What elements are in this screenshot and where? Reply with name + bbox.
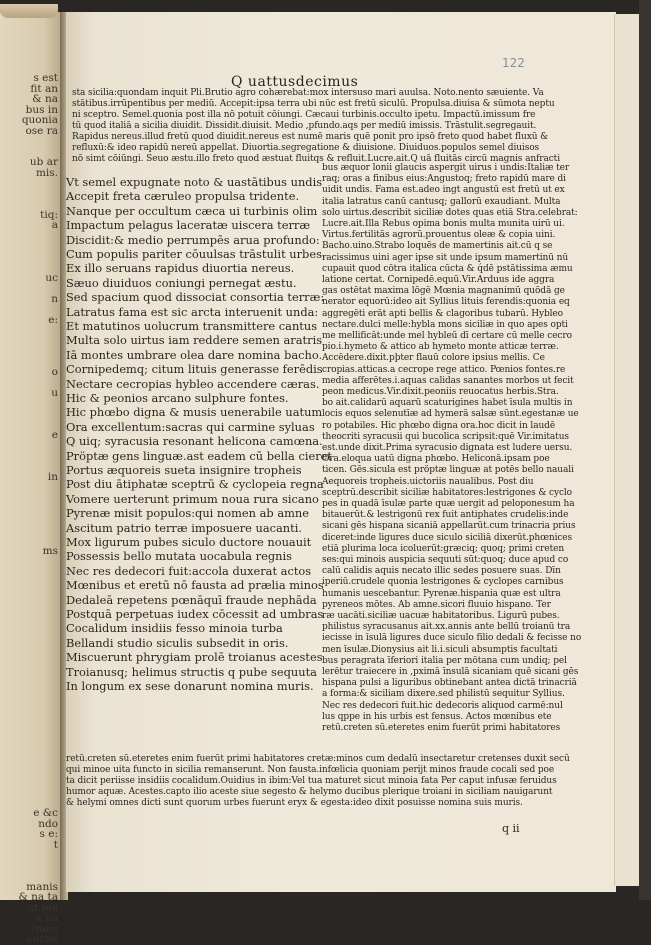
commentary-line: locis equos selenutīæ ad hymerā salsæ sūnt.egestanæ ue <box>322 409 579 420</box>
commentary-line: refluxū:& ideo rapidū nereū appellat. Diuortia.segregatione & diuisione. Diuiduos.populos semel diuisos <box>72 143 540 153</box>
commentary-line: nerator equorū:ideo ait Syllius lituis ferendis:quonia eq <box>322 297 570 308</box>
left-page-fragment: s est <box>33 72 58 84</box>
verse-line: Cum populis pariter cōuulsas trāstulit urbes. <box>66 247 326 261</box>
commentary-line: solo uirtus.describit siciliæ dotes quas etiā Stra.celebrat: <box>322 207 578 218</box>
commentary-line: est.unde dixit.Prima syracusio dignata est ludere uersu. <box>322 443 573 453</box>
verse-line: Vomere uerterunt primum noua rura sicano <box>66 491 319 506</box>
left-page-fragment: u <box>51 387 58 399</box>
left-page-fragment: e <box>51 429 58 441</box>
signature-mark: q ii <box>502 822 520 835</box>
commentary-line: sta sicilia:quondam inquit Pli.Brutio agro cohærebat:mox intersuso mari auulsa. Noto.nento sæuiente. Va <box>72 88 544 98</box>
left-page-fragment: auctis <box>26 933 58 945</box>
commentary-line: men īsulæ.Dionysius ait li.i.siculi absumptis facultati <box>322 644 558 655</box>
verse-line: Nanque per occultum cæca ui turbinis olim <box>66 203 318 218</box>
left-page-fragment: trans <box>30 922 58 935</box>
left-page-edge <box>0 12 62 945</box>
verse-line: Et matutinos uolucrum transmittere cantus <box>66 319 318 333</box>
verse-line: Accepit freta cæruleo propulsa tridente. <box>66 189 300 204</box>
commentary-line: diceret:inde ligures duce siculo siciliā dixerūt.phœnices <box>322 532 573 543</box>
left-page-fragment: tiq: <box>40 208 58 221</box>
commentary-line: iecisse in īsulā ligures duce siculo filio dedali & fecisse no <box>322 633 582 644</box>
top-shadow <box>0 0 651 12</box>
verse-line: Portus æquoreis sueta insignire tropheis <box>66 463 302 477</box>
verse-line: Pyrenæ misit populos:qui nomen ab amne <box>66 506 309 521</box>
verse-line: Cornipedemq; citum lituis generasse ferēdis <box>66 362 323 377</box>
commentary-line: raq; oras a finibus eius:Angustoq; freto rapidū mare di <box>322 174 566 185</box>
commentary-line: a forma:& siciliam dixere.sed philistū sequitur Syllius. <box>322 689 565 700</box>
left-page-fragment: & na <box>32 93 58 105</box>
verse-line: Sed spacium quod dissociat consortia terræ: <box>66 290 325 305</box>
left-page-fragment: fit an <box>30 82 58 95</box>
left-page-fragment: e &c <box>33 807 58 819</box>
commentary-line: bo ait.calidarū aquarū scaturigines habet īsula multis in <box>322 398 573 409</box>
left-page-fragment: mis. <box>35 166 58 179</box>
folio-number: 122 <box>502 56 525 70</box>
commentary-line: peon medicus.Vir.dixit.peoniis reuocatus herbis.Stra. <box>322 387 559 397</box>
commentary-line: lus qppe in his urbis est fensus. Actos mœnibus ete <box>322 711 552 722</box>
left-page-fragment: ndo <box>38 817 58 830</box>
commentary-line: Ora.eloqua uatū digna phœbo. Heliconā.ipsam poe <box>322 454 550 465</box>
commentary-line: iperiū.crudele quonia lestrigones & cyclopes carnibus <box>322 577 564 588</box>
verse-line: Ascitum patrio terræ imposuere uacanti. <box>66 520 302 535</box>
verse-line: Troianusq; helimus structis q pube sequuta <box>66 664 317 679</box>
left-page-fragment: ut pla <box>27 901 58 914</box>
commentary-line: racissimus uini ager ipse sit unde ipsum mamertinū nū <box>322 252 569 263</box>
left-page-fragment: a ila <box>35 912 58 924</box>
cover-edge <box>639 0 651 900</box>
verse-line: Nectare cecropias hybleo accendere cæras. <box>66 376 320 391</box>
commentary-line: calū calidis aquis necato illic sedes posuere suas. Dīn <box>322 566 561 577</box>
verse-line: Discidit:& medio perrumpēs arua profundo: <box>66 232 320 247</box>
commentary-line: bitauerūt.& lestrigonū rex fuit antiphates crudelis:inde <box>322 510 569 521</box>
left-page-fragment: quonia <box>21 114 58 126</box>
running-head: Q uattusdecimus <box>231 74 359 90</box>
commentary-line: Nec res dedecori fuit.hic dedecoris aliquod carmē:nul <box>322 700 563 711</box>
verse-line: Nec res dedecori fuit:accola duxerat actos <box>66 563 312 578</box>
commentary-line: & helymi omnes dicti sunt quorum urbes fuerunt eryx & egesta:ideo dixit posuisse nomina suis muris. <box>66 798 523 808</box>
left-page-fragment: a <box>51 219 58 231</box>
verse-line: Hic & peonios arcano sulphure fontes. <box>66 391 289 405</box>
left-page-fragment: o <box>51 366 58 378</box>
commentary-line: qui minoe uita functo in sicilia remanserunt. Non fausta.infœlicia quoniam perijt minos fraude cocali sed poe <box>66 765 555 775</box>
commentary-line: retū.creten sū.eteretes enim fuerūt primi habitatores <box>322 723 561 733</box>
verse-line: Multa solo uirtus iam reddere semen aratris <box>66 333 323 348</box>
verse-line: Iā montes umbrare olea dare nomina bacho. <box>66 347 323 362</box>
verse-line: In longum ex sese donarunt nomina muris. <box>66 679 314 693</box>
left-page-fragment: ose ra <box>25 124 58 137</box>
left-page-fragment: bus in <box>25 103 58 116</box>
verse-line: Vt semel expugnate noto & uastātibus undis <box>66 175 323 189</box>
commentary-line: gas ostētat maxima lōgē Mœnia magnanimū quōdā ge <box>322 286 565 297</box>
verse-line: Bellandi studio siculis subsedit in oris. <box>66 635 289 650</box>
verse-line: Postquā perpetuas iudex cōcessit ad umbras <box>66 607 324 621</box>
commentary-line: ro potabiles. Hic phœbo digna ora.hoc dicit in laudē <box>322 420 556 431</box>
left-page-fragment: n <box>51 292 58 305</box>
left-page-fragment: t <box>53 838 58 851</box>
commentary-line: bus æquor lonii glaucis aspergit uirus i undis:Italiæ ter <box>322 163 570 173</box>
commentary-line: humanis uescebantur. Pyrenæ.hispania quæ est ultra <box>322 588 561 599</box>
commentary-line: hispana pulsi a liguribus obtinebant antea dictā trinacriā <box>322 678 577 689</box>
verse-line: Sæuo diuiduos coniungi pernegat æstu. <box>66 275 297 290</box>
page-edges <box>614 14 639 886</box>
commentary-line: philistus syracusanus ait.xx.annis ante bellū troianū tra <box>322 622 571 633</box>
commentary-line: Accēdere.dixit.pþter flauū colore ipsius mellis. Ce <box>322 353 545 364</box>
left-page-fragment: ms <box>42 544 58 557</box>
commentary-line: sceptrū.describit siciliæ habitatores:lestrigones & cyclo <box>322 487 572 498</box>
commentary-line: media afferētes.i.aquas calidas sanantes morbos ut fecit <box>322 375 574 386</box>
left-page-fragment: e: <box>48 313 58 326</box>
commentary-line: cropias.atticas.a cecrope rege attico. Pœnios fontes.re <box>322 364 566 375</box>
verse-line: Possessis bello mutata uocabula regnis <box>66 549 292 564</box>
commentary-line: cupauit quod cōtra italica cūcta & q́dē pstātissima æmu <box>322 263 573 274</box>
commentary-line: nō simt cōiūngi. Seuo æstu.illo freto quod æstuat fluitqs & refluit.Lucre.ait.Q uā fluitās circū magnis anfracti <box>72 154 560 164</box>
verse-line: Latratus fama est sic arcta interuenit unda: <box>66 304 319 319</box>
left-page-fragment: ub ar <box>29 156 58 168</box>
left-page-fragment: in <box>47 471 58 483</box>
commentary-line: Virtus.fertilitās agrorū.prouentus oleæ & copia uini. <box>322 230 556 241</box>
commentary-line: pes in quadā īsulæ parte quæ uergit ad peloponesum ha <box>322 499 575 509</box>
verse-line: Q uiq; syracusia resonant helicona camœna. <box>66 434 323 449</box>
book-page <box>66 12 616 892</box>
commentary-line: italia latratus canū cantusq; gallorū exaudiant. Multa <box>322 196 561 207</box>
verse-line: Hic phœbo digna & musis uenerabile uatum <box>66 405 323 420</box>
commentary-line: retū.creten sū.eteretes enim fuerūt primi habitatores cretæ:minos cum dedalū insectaretur cretenses duxit secū <box>66 754 570 764</box>
verse-line: Mox ligurum pubes siculo ductore nouauit <box>66 535 312 549</box>
commentary-line: theocriti syracusii qui bucolica scripsit:quē Vir.imitatus <box>322 431 569 442</box>
commentary-line: ræ uacāti.siciliæ uacuæ habitatoribus. Ligurū pubes. <box>322 611 560 621</box>
left-page-fragment: s e: <box>39 828 58 840</box>
verse-line: Post diu ātiphatæ sceptrū & cyclopeia regna <box>66 477 324 492</box>
commentary-line: aggregēti erāt apti bellis & clagoribus tubarū. Hybleo <box>322 308 563 319</box>
commentary-line: ses:qui minois auspicia sequuti sūt:quoq; duce apud co <box>322 555 569 565</box>
left-page-fragment: uc <box>45 271 58 284</box>
commentary-line: etiā plurima loca icoluerūt:græciq; quoq; primi creten <box>322 543 565 554</box>
left-page-fragment: manis <box>26 880 58 893</box>
commentary-line: ta dicit periisse insidiis cocalidum.Ouidius in ibim:Vel tua maturet sicut minoia fata Per caput infusæ feruidus <box>66 776 557 786</box>
verse-line: Mœnibus et eretū nō fausta ad prælia minos <box>66 578 324 593</box>
commentary-line: humor aquæ. Acestes.capto ilio aceste siue segesto & helymo ducibus plerique troiani in siciliam nauigarunt <box>66 787 553 797</box>
commentary-line: stātibus.irrūpentibus per mediū. Accepit:ipsa terra ubi nūc est fretū siculū. Propulsa.diuisa & sūmota neptu <box>72 99 555 109</box>
commentary-line: ticen. Gēs.sicula est pröptæ linguæ at potēs bello nauali <box>322 465 574 476</box>
commentary-line: tū quod italiā a sicilia diuidit. Dissidit.diuisit. Medio ,pfundo.aqs per mediū imissis. Trāstulit.segregauit. <box>72 121 537 131</box>
commentary-line: pyreneos mōtes. Ab amne.sicori fluuio hispano. Ter <box>322 599 551 610</box>
left-page-fragment: & na ta <box>18 891 58 903</box>
commentary-line: uidit undis. Fama est.adeo ingt angustū est fretū ut ex <box>322 185 565 196</box>
commentary-line: me mellificāt:unde mel hybleū dī certare cū melle cecro <box>322 331 572 341</box>
verse-line: Ex illo seruans rapidus diuortia nereus. <box>66 261 295 276</box>
verse-line: Impactum pelagus laceratæ uiscera terræ <box>66 218 311 233</box>
verse-line: Cocalidum insidiis fesso minoia turba <box>66 621 283 636</box>
commentary-line: nectare.dulci melle:hybla mons siciliæ in quo apes opti <box>322 319 568 330</box>
commentary-line: latione certat. Cornipedē.equū.Vir.Arduus ide aggra <box>322 275 555 285</box>
verse-line: Ora excellentum:sacras qui carmine syluas <box>66 419 315 434</box>
commentary-line: Bacho.uino.Strabo loquēs de mamertinis ait.cū q se <box>322 241 553 252</box>
verse-line: Miscuerunt phrygiam prolē troianus acestes <box>66 650 323 665</box>
commentary-line: Lucre.ait.Illa Rebus opima bonis multa munita uirū ui. <box>322 219 565 229</box>
bookmark-ribbon <box>0 4 58 18</box>
commentary-line: bus peragrata īferiori italia per mōtana cum undiq; pel <box>322 655 567 666</box>
commentary-line: Rapidus nereus.illud fretū quod diuidit.nereus est numē maris quē ponit pro ipsō freto quod habet fluxū & <box>72 132 549 142</box>
commentary-line: Aequoreis tropheis.uictoriis naualibus. Post diu <box>322 476 534 487</box>
commentary-line: sicani gēs hispana sicaniā appellarūt.cum trinacria prius <box>322 521 576 532</box>
commentary-line: lerētur traiecere in ,pximā īnsulā sicaniam quē sicani gēs <box>322 667 579 677</box>
verse-line: Pröptæ gens linguæ.ast eadem cū bella cieret <box>66 448 332 463</box>
verse-line: Dedaleā repetens pœnāquī fraude nephāda <box>66 592 317 607</box>
commentary-line: ni sceptro. Semel.quonia post illa nō potuit cōiungi. Cæcaui turbinis.occulto ipetu. Impactū.imissum fre <box>72 110 536 120</box>
commentary-line: pio.i.hymeto & attico ab hymeto monte atticæ terræ. <box>322 342 559 353</box>
